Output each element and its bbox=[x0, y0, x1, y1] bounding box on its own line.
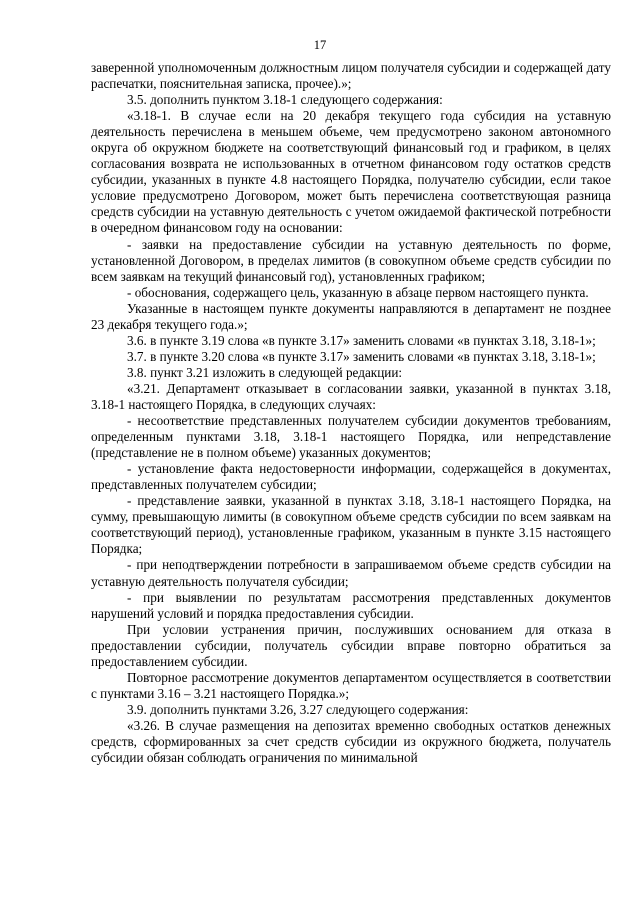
paragraph-clause-3-26: «3.26. В случае размещения на депозитах временно свободных остатков денежных средств, сформированных за счет средств субсидии из окружного бюджета, получатель субсидии обязан соблюдать ограничения по минимальной bbox=[91, 717, 611, 766]
paragraph-amendment-3-7: 3.7. в пункте 3.20 слова «в пункте 3.17» заменить словами «в пунктах 3.18, 3.18-1»; bbox=[127, 348, 596, 364]
paragraph-clause-3-21: «3.21. Департамент отказывает в согласовании заявки, указанной в пунктах 3.18, 3.18-1 настоящего Порядка, в следующих случаях: bbox=[91, 380, 611, 412]
paragraph-documents-deadline: Указанные в настоящем пункте документы направляются в департамент не позднее 23 декабря текущего года.»; bbox=[91, 300, 611, 332]
paragraph-list-item-justification: - обоснования, содержащего цель, указанную в абзаце первом настоящего пункта. bbox=[127, 284, 589, 300]
paragraph-repeat-review: Повторное рассмотрение документов департаментом осуществляется в соответствии с пунктами 3.16 – 3.21 настоящего Порядка.»; bbox=[91, 669, 611, 701]
paragraph-list-item-application: - заявки на предоставление субсидии на уставную деятельность по форме, установленной Договором, в пределах лимитов (в совокупном объеме средств субсидии по всем заявкам на текущий финансовый год), установленных графиком; bbox=[91, 236, 611, 284]
page-number: 17 bbox=[313, 38, 327, 52]
paragraph-refusal-item-1: - несоответствие представленных получателем субсидии документов требованиям, определенным пунктами 3.18, 3.18-1 настоящего Порядка, или непредставление (представление не в полном объеме) указанных документов; bbox=[91, 413, 611, 461]
paragraph-continuation: заверенной уполномоченным должностным лицом получателя субсидии и содержащей дату распечатки, пояснительная записка, прочее).»; bbox=[91, 60, 611, 92]
document-body bbox=[91, 60, 611, 766]
paragraph-reapplication: При условии устранения причин, послуживших основанием для отказа в предоставлении субсидии, получатель субсидии вправе повторно обратиться за предоставлением субсидии. bbox=[91, 621, 611, 669]
paragraph-refusal-item-5: - при выявлении по результатам рассмотрения представленных документов нарушений условий и порядка предоставления субсидии. bbox=[91, 589, 611, 621]
paragraph-refusal-item-4: - при неподтверждении потребности в запрашиваемом объеме средств субсидии на уставную деятельность получателя субсидии; bbox=[91, 557, 611, 589]
paragraph-amendment-3-6: 3.6. в пункте 3.19 слова «в пункте 3.17» заменить словами «в пунктах 3.18, 3.18-1»; bbox=[127, 332, 596, 348]
paragraph-refusal-item-3: - представление заявки, указанной в пунктах 3.18, 3.18-1 настоящего Порядка, на сумму, превышающую лимиты (в совокупном объеме средств субсидии по всем заявкам на соответствующий период), установленные графиком, указанным в пункте 3.15 настоящего Порядка; bbox=[91, 493, 611, 557]
paragraph-clause-3-18-1: «3.18-1. В случае если на 20 декабря текущего года субсидия на уставную деятельность перечислена в меньшем объеме, чем предусмотрено законом автономного округа об окружном бюджете на соответствующий финансовый год и графиком, в целях согласования возврата не использованных в отчетном финансовом году остатков средств субсидии, указанных в пункте 4.8 настоящего Порядка, получателю субсидии, если такое условие предусмотрено Договором, может быть перечислена соответствующая разница средств субсидии на уставную деятельность с учетом ожидаемой фактической потребности в очередном финансовом году на основании: bbox=[91, 108, 611, 236]
paragraph-amendment-3-8: 3.8. пункт 3.21 изложить в следующей редакции: bbox=[127, 364, 403, 380]
paragraph-amendment-3-5: 3.5. дополнить пунктом 3.18-1 следующего содержания: bbox=[127, 92, 443, 108]
paragraph-amendment-3-9: 3.9. дополнить пунктами 3.26, 3.27 следующего содержания: bbox=[127, 701, 469, 717]
paragraph-refusal-item-2: - установление факта недостоверности информации, содержащейся в документах, представленных получателем субсидии; bbox=[91, 461, 611, 493]
